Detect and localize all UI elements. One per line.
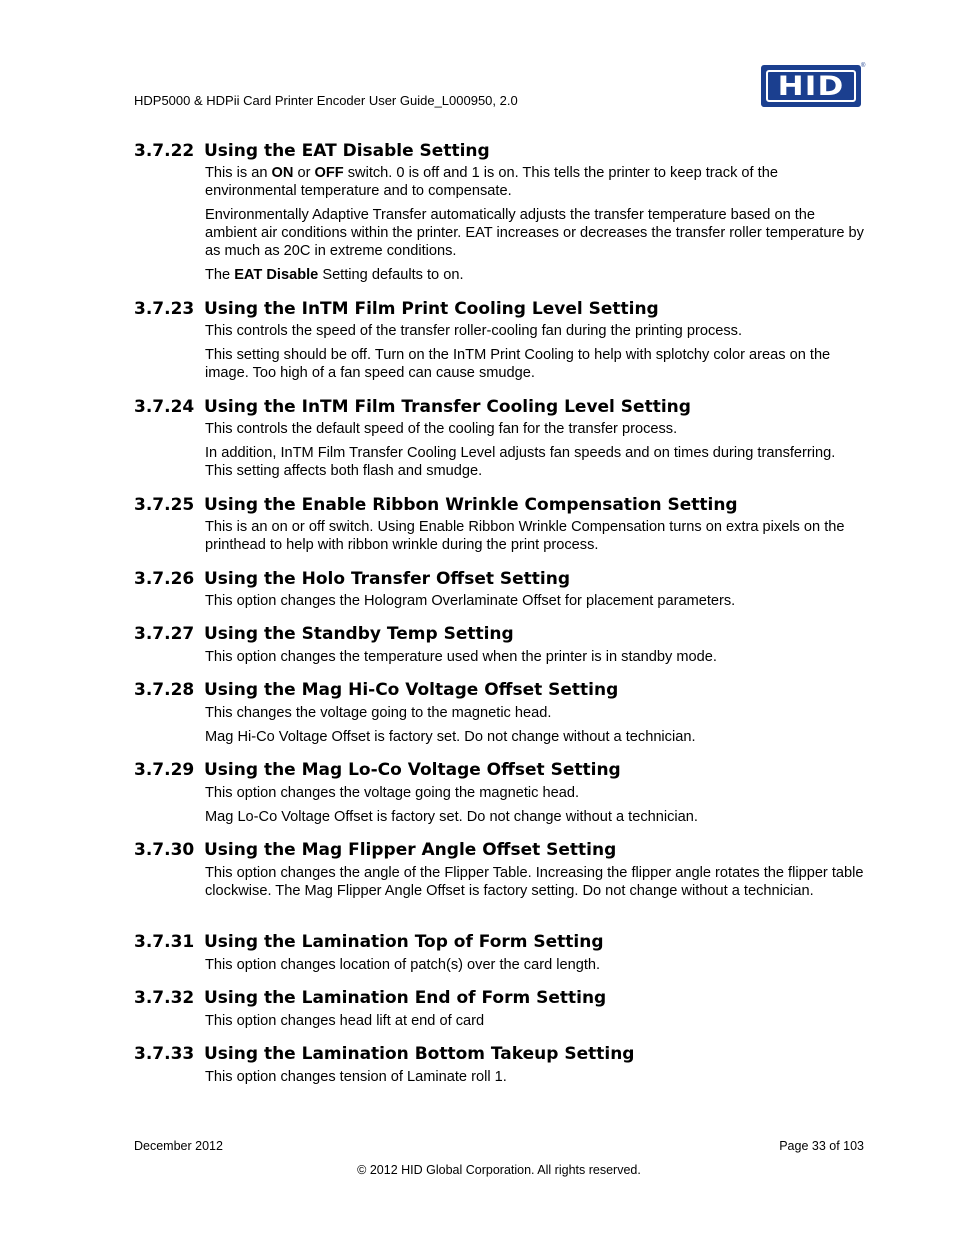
section-heading xyxy=(134,840,616,860)
paragraph: The EAT Disable Setting defaults to on. xyxy=(205,267,464,283)
eat-disable-keyword: EAT Disable xyxy=(234,267,319,283)
section-title: Using the Standby Temp Setting xyxy=(204,624,514,644)
section-heading xyxy=(134,299,659,319)
on-keyword: ON xyxy=(271,165,294,181)
section-number: 3.7.22 xyxy=(134,141,195,161)
section-title: Using the Lamination Bottom Takeup Setting xyxy=(204,1044,635,1064)
section-heading xyxy=(134,680,618,700)
section-heading xyxy=(134,624,514,644)
section-title: Using the EAT Disable Setting xyxy=(204,141,490,161)
paragraph: This option changes head lift at end of card xyxy=(205,1013,485,1029)
section-number: 3.7.28 xyxy=(134,680,195,700)
section-heading xyxy=(134,397,691,417)
footer-copyright: © 2012 HID Global Corporation. All rights reserved. xyxy=(357,1163,641,1177)
paragraph: This is an ON or OFF switch. 0 is off and 1 is on. This tells the printer to keep track of the environmental temperature and to compensate. xyxy=(205,165,778,199)
section-number: 3.7.25 xyxy=(134,495,195,515)
section-title: Using the Mag Hi-Co Voltage Offset Setting xyxy=(204,680,619,700)
paragraph: This is an on or off switch. Using Enable Ribbon Wrinkle Compensation turns on extra pixels on the printhead to help with ribbon wrinkle during the print process. xyxy=(205,519,845,553)
section-title: Using the Mag Flipper Angle Offset Setting xyxy=(204,840,617,860)
paragraph: This controls the speed of the transfer roller-cooling fan during the printing process. xyxy=(205,323,743,339)
paragraph: Environmentally Adaptive Transfer automatically adjusts the transfer temperature based on the ambient air conditions within the printer. EAT increases or decreases the transfer roller temperature by as much as 20C in extreme conditions. xyxy=(205,207,864,259)
paragraph: In addition, InTM Film Transfer Cooling Level adjusts fan speeds and on times during transferring. This setting affects both flash and smudge. xyxy=(205,445,836,479)
section-number: 3.7.32 xyxy=(134,988,195,1008)
paragraph: This option changes the temperature used when the printer is in standby mode. xyxy=(205,649,717,665)
section-title: Using the Enable Ribbon Wrinkle Compensation Setting xyxy=(204,495,738,515)
section-heading xyxy=(134,495,738,515)
section-title: Using the Lamination End of Form Setting xyxy=(204,988,607,1008)
paragraph: Mag Lo-Co Voltage Offset is factory set. Do not change without a technician. xyxy=(205,809,698,825)
registered-mark: ® xyxy=(861,63,866,69)
section-number: 3.7.23 xyxy=(134,299,195,319)
paragraph: This changes the voltage going to the magnetic head. xyxy=(205,705,552,721)
paragraph: This option changes the voltage going the magnetic head. xyxy=(205,785,580,801)
paragraph: Mag Hi-Co Voltage Offset is factory set. Do not change without a technician. xyxy=(205,729,696,745)
section-number: 3.7.29 xyxy=(134,760,195,780)
footer-date: December 2012 xyxy=(134,1139,223,1153)
paragraph: This option changes the angle of the Flipper Table. Increasing the flipper angle rotates the flipper table clockwise. The Mag Flipper Angle Offset is factory setting. Do not change without a technician. xyxy=(205,865,864,899)
section-title: Using the Mag Lo-Co Voltage Offset Setting xyxy=(204,760,621,780)
hid-logo xyxy=(761,65,861,107)
section-number: 3.7.24 xyxy=(134,397,195,417)
hid-logo-text: HID xyxy=(777,70,845,102)
paragraph: This option changes the Hologram Overlaminate Offset for placement parameters. xyxy=(205,593,736,609)
paragraph: This setting should be off. Turn on the InTM Print Cooling to help with splotchy color areas on the image. Too high of a fan speed can cause smudge. xyxy=(205,347,831,381)
section-heading xyxy=(134,988,606,1008)
section-number: 3.7.33 xyxy=(134,1044,195,1064)
section-heading xyxy=(134,141,490,161)
section-heading xyxy=(134,569,570,589)
document-title: HDP5000 & HDPii Card Printer Encoder User Guide_L000950, 2.0 xyxy=(134,93,518,108)
section-title: Using the Holo Transfer Offset Setting xyxy=(204,569,571,589)
section-title: Using the InTM Film Print Cooling Level Setting xyxy=(204,299,659,319)
section-title: Using the InTM Film Transfer Cooling Level Setting xyxy=(204,397,691,417)
paragraph: This option changes location of patch(s) over the card length. xyxy=(205,957,601,973)
section-heading xyxy=(134,932,604,952)
section-number: 3.7.27 xyxy=(134,624,195,644)
section-number: 3.7.31 xyxy=(134,932,195,952)
section-heading xyxy=(134,1044,634,1064)
section-title: Using the Lamination Top of Form Setting xyxy=(204,932,604,952)
footer-page-number: Page 33 of 103 xyxy=(779,1139,864,1153)
paragraph: This option changes tension of Laminate roll 1. xyxy=(205,1069,507,1085)
section-number: 3.7.26 xyxy=(134,569,195,589)
paragraph: This controls the default speed of the cooling fan for the transfer process. xyxy=(205,421,678,437)
section-number: 3.7.30 xyxy=(134,840,195,860)
off-keyword: OFF xyxy=(314,165,344,181)
section-heading xyxy=(134,760,621,780)
